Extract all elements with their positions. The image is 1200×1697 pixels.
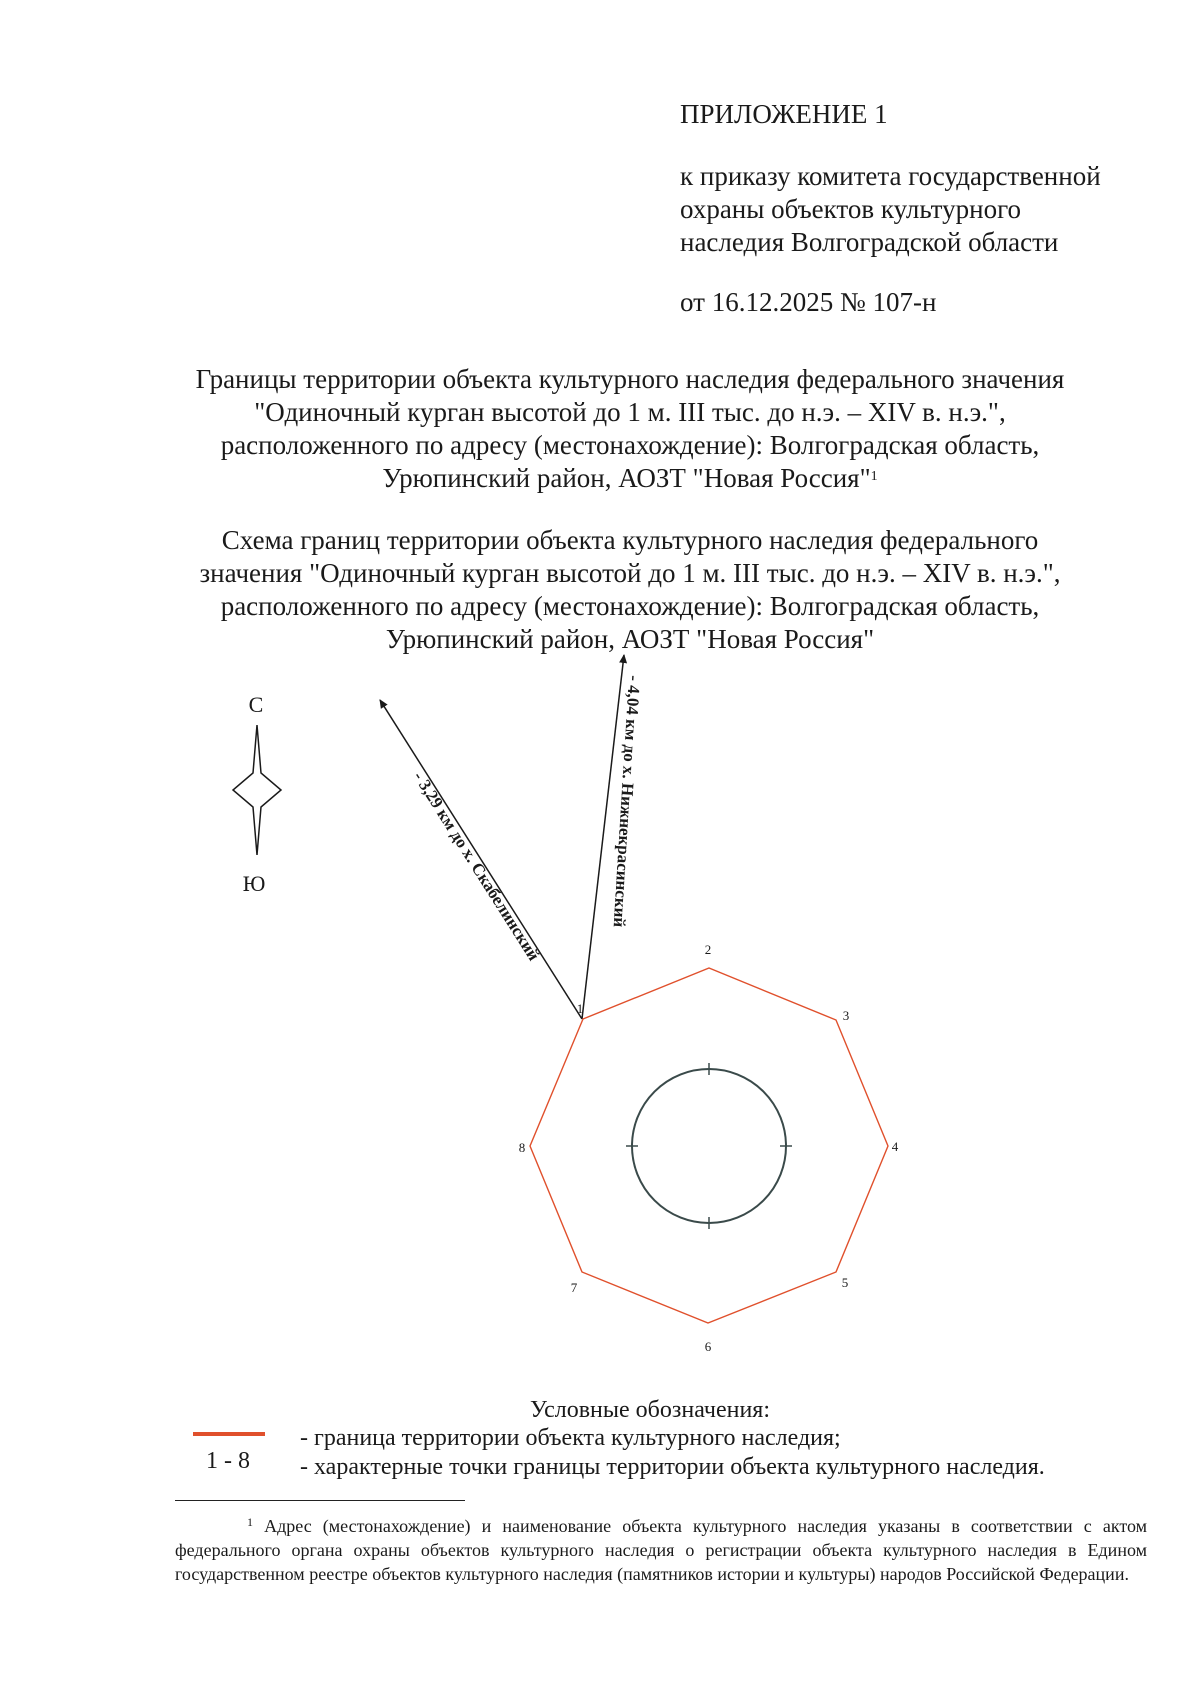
boundary-point-label: 4 xyxy=(891,1139,899,1154)
boundary-point-label: 6 xyxy=(704,1339,712,1354)
footnote-mark: 1 xyxy=(247,1515,253,1529)
compass-north-label: С xyxy=(248,692,264,717)
heading-line: расположенного по адресу (местонахождение): Волгоградская область, xyxy=(220,430,1040,460)
footnote-reference: 1 xyxy=(870,469,878,484)
footnote-divider xyxy=(175,1500,465,1501)
direction-label-nizhnekrasinsky: - 4,04 км до х. Нижнекрасинский xyxy=(609,674,644,928)
heading-line: Границы территории объекта культурного наследия федерального значения xyxy=(195,364,1065,394)
compass-south-label: Ю xyxy=(242,871,266,896)
heading-line: Урюпинский район, АОЗТ "Новая Россия" xyxy=(385,624,875,654)
boundary-point-label: 2 xyxy=(704,942,712,957)
heading-line: значения "Одиночный курган высотой до 1 м. III тыс. до н.э. – XIV в. н.э.", xyxy=(199,558,1061,588)
boundary-point-label: 1 xyxy=(576,1001,584,1016)
boundary-point-label: 3 xyxy=(842,1008,850,1023)
mound-circle xyxy=(632,1069,786,1223)
heading-line: "Одиночный курган высотой до 1 м. III тыс. до н.э. – XIV в. н.э.", xyxy=(254,397,1006,427)
boundary-point-label: 5 xyxy=(841,1275,849,1290)
heading-line: расположенного по адресу (местонахождение): Волгоградская область, xyxy=(220,591,1040,621)
legend-title: Условные обозначения: xyxy=(529,1397,771,1423)
heading-line: Схема границ территории объекта культурного наследия федерального xyxy=(221,525,1039,555)
legend-item-points: - характерные точки границы территории объекта культурного наследия. xyxy=(300,1454,1045,1480)
boundary-point-label: 7 xyxy=(570,1280,578,1295)
direction-label-skabelinsky: - 3,29 км до х. Скабелинский xyxy=(409,767,544,964)
compass xyxy=(233,692,281,896)
appendix-subtitle-line: наследия Волгоградской области xyxy=(680,227,1059,257)
appendix-date: от 16.12.2025 № 107-н xyxy=(680,287,937,317)
appendix-subtitle-line: охраны объектов культурного xyxy=(680,194,1021,224)
footnote-text: Адрес (местонахождение) и наименование объекта культурного наследия указаны в соответствии с актом федерального органа охраны объектов культурного наследия о регистрации объекта культурного наследия в Едином государственном реестре объектов культурного наследия (памятников истории и культуры) народов Российской Федерации. xyxy=(175,1516,1147,1584)
compass-star-icon xyxy=(233,725,281,855)
heading-line-text: Урюпинский район, АОЗТ "Новая Россия" xyxy=(382,463,871,493)
legend-item-boundary: - граница территории объекта культурного наследия; xyxy=(300,1425,841,1451)
legend-boundary-swatch xyxy=(193,1432,265,1436)
legend-points-symbol: 1 - 8 xyxy=(206,1448,250,1474)
appendix-subtitle-line: к приказу комитета государственной xyxy=(680,161,1101,191)
boundary-polygon xyxy=(530,968,888,1323)
appendix-title: ПРИЛОЖЕНИЕ 1 xyxy=(680,99,888,129)
boundary-point-label: 8 xyxy=(518,1140,526,1155)
footnote xyxy=(175,1514,1147,1586)
mound xyxy=(626,1063,792,1229)
